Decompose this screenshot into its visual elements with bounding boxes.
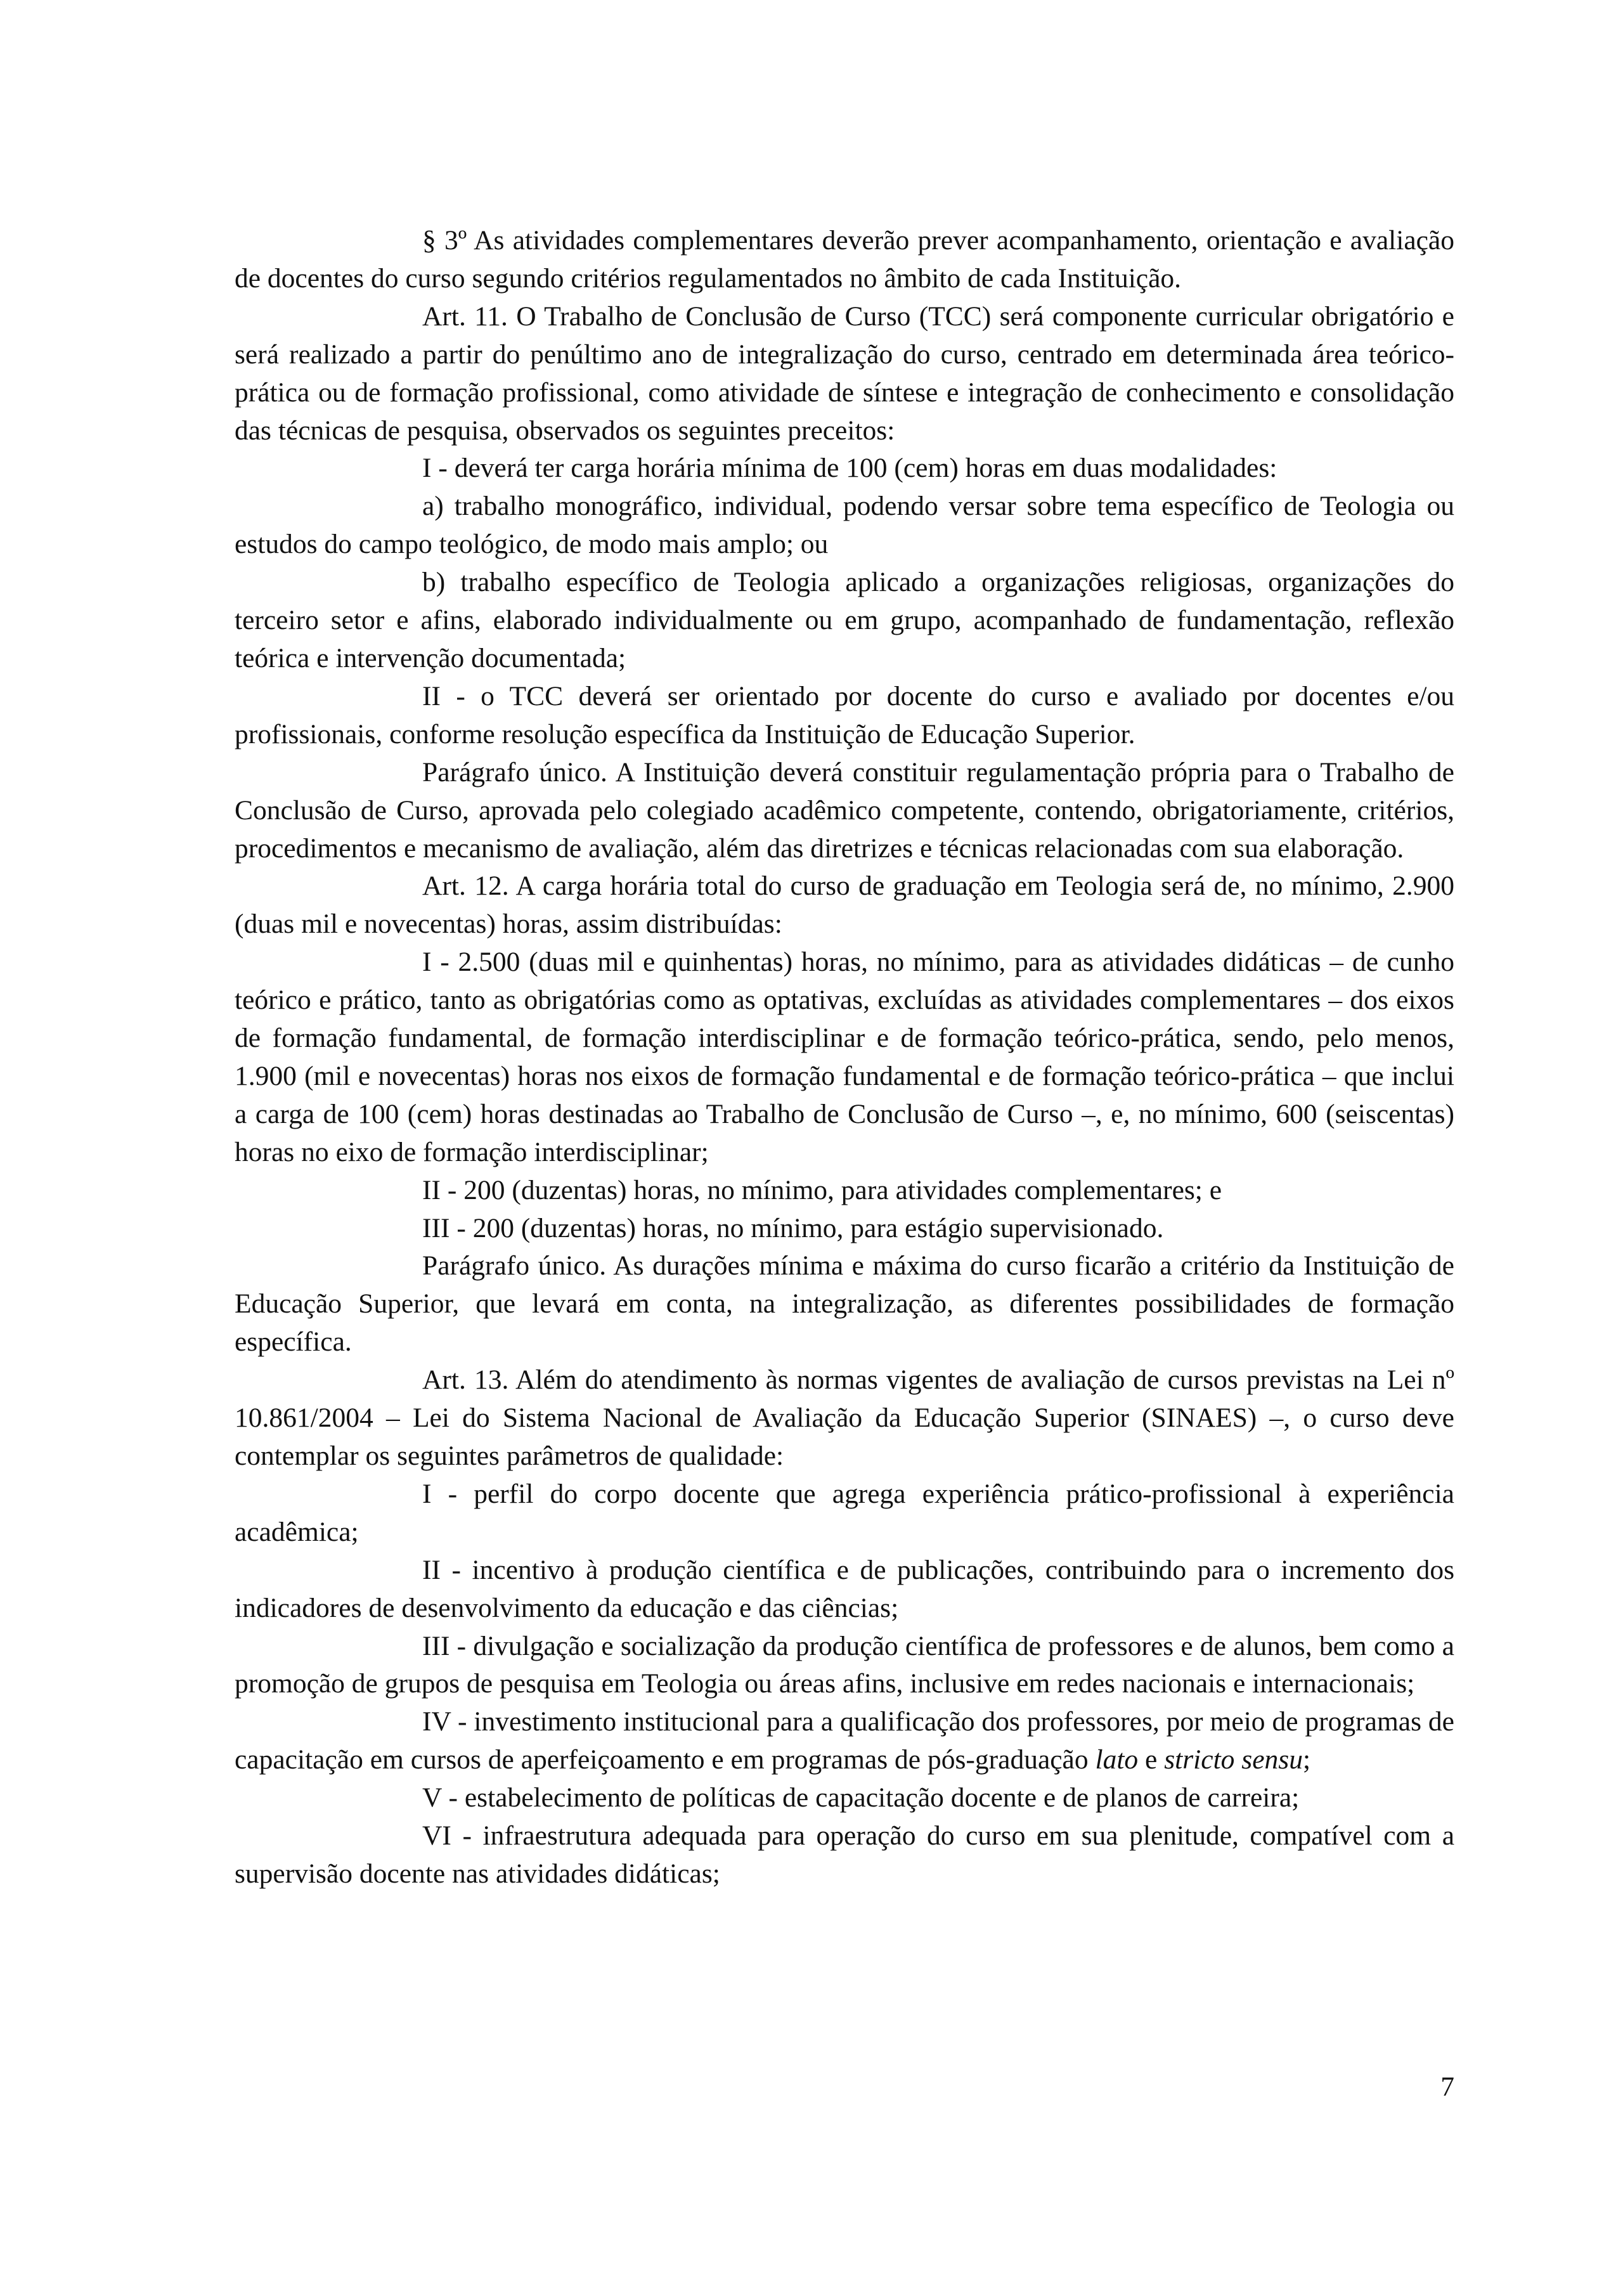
paragraph-activities-supervision: § 3º As atividades complementares deverão prever acompanhamento, orientação e avaliação de docentes do curso segundo critérios regulamentados no âmbito de cada Instituição.	[235, 225, 1454, 294]
paragraph-art-12-item-i: I - 2.500 (duas mil e quinhentas) horas, no mínimo, para as atividades didáticas – de cunho teórico e prático, tanto as obrigatórias como as optativas, excluídas as atividades complementares – dos eixos de formação fundamental, de formação interdisciplinar e de formação teórico-prática, sendo, pelo menos, 1.900 (mil e novecentas) horas nos eixos de formação fundamental e de formação teórico-prática – que inclui a carga de 100 (cem) horas destinadas ao Trabalho de Conclusão de Curso –, e, no mínimo, 600 (seiscentas) horas no eixo de formação interdisciplinar;	[235, 947, 1454, 1167]
paragraph-art-13-item-ii: II - incentivo à produção científica e de publicações, contribuindo para o incremento dos indicadores de desenvolvimento da educação e das ciências;	[235, 1554, 1454, 1623]
paragraph-art-12-item-iii: III - 200 (duzentas) horas, no mínimo, para estágio supervisionado.	[422, 1212, 1164, 1243]
page-number: 7	[1440, 2072, 1454, 2102]
item-iv-text: IV - investimento institucional para a qualificação dos professores, por meio de programas de capacitação em cursos de aperfeiçoamento e em programas de pós-graduação	[235, 1706, 1454, 1775]
document-body	[235, 222, 1454, 1893]
paragraph-art-11: Art. 11. O Trabalho de Conclusão de Curso (TCC) será componente curricular obrigatório e será realizado a partir do penúltimo ano de integralização do curso, centrado em determinada área teórico-prática ou de formação profissional, como atividade de síntese e integração de conhecimento e consolidação das técnicas de pesquisa, observados os seguintes preceitos:	[235, 301, 1454, 446]
item-iv-stricto-sensu-term: stricto sensu	[1164, 1744, 1303, 1775]
paragraph-art-11-item-a: a) trabalho monográfico, individual, podendo versar sobre tema específico de Teologia ou estudos do campo teológico, de modo mais amplo; ou	[235, 491, 1454, 560]
paragraph-art-13-item-vi: VI - infraestrutura adequada para operação do curso em sua plenitude, compatível com a supervisão docente nas atividades didáticas;	[235, 1820, 1454, 1889]
paragraph-art-13-item-v: V - estabelecimento de políticas de capacitação docente e de planos de carreira;	[422, 1782, 1300, 1813]
paragraph-art-12-sole-paragraph: Parágrafo único. As durações mínima e máxima do curso ficarão a critério da Instituição de Educação Superior, que levará em conta, na integralização, as diferentes possibilidades de formação específica.	[235, 1250, 1454, 1358]
paragraph-art-12-item-ii: II - 200 (duzentas) horas, no mínimo, para atividades complementares; e	[422, 1174, 1222, 1205]
paragraph-art-11-item-b: b) trabalho específico de Teologia aplicado a organizações religiosas, organizações do terceiro setor e afins, elaborado individualmente ou em grupo, acompanhado de fundamentação, reflexão teórica e intervenção documentada;	[235, 567, 1454, 673]
item-iv-end: ;	[1302, 1744, 1311, 1775]
item-iv-conjunction: e	[1138, 1744, 1165, 1775]
paragraph-art-13-item-iv	[235, 1703, 1454, 1779]
paragraph-art-11-item-ii: II - o TCC deverá ser orientado por docente do curso e avaliado por docentes e/ou profissionais, conforme resolução específica da Instituição de Educação Superior.	[235, 680, 1454, 749]
paragraph-art-11-item-i: I - deverá ter carga horária mínima de 100 (cem) horas em duas modalidades:	[422, 453, 1277, 484]
item-iv-lato-term: lato	[1095, 1744, 1139, 1775]
paragraph-art-13-item-i: I - perfil do corpo docente que agrega experiência prático-profissional à experiência acadêmica;	[235, 1478, 1454, 1547]
paragraph-art-12: Art. 12. A carga horária total do curso de graduação em Teologia será de, no mínimo, 2.900 (duas mil e novecentas) horas, assim distribuídas:	[235, 871, 1454, 940]
paragraph-art-11-sole-paragraph: Parágrafo único. A Instituição deverá constituir regulamentação própria para o Trabalho de Conclusão de Curso, aprovada pelo colegiado acadêmico competente, contendo, obrigatoriamente, critérios, procedimentos e mecanismo de avaliação, além das diretrizes e técnicas relacionadas com sua elaboração.	[235, 756, 1454, 864]
paragraph-art-13-item-iii: III - divulgação e socialização da produção científica de professores e de alunos, bem como a promoção de grupos de pesquisa em Teologia ou áreas afins, inclusive em redes nacionais e internacionais;	[235, 1630, 1454, 1699]
paragraph-art-13: Art. 13. Além do atendimento às normas vigentes de avaliação de cursos previstas na Lei nº 10.861/2004 – Lei do Sistema Nacional de Avaliação da Educação Superior (SINAES) –, o curso deve contemplar os seguintes parâmetros de qualidade:	[235, 1365, 1454, 1471]
